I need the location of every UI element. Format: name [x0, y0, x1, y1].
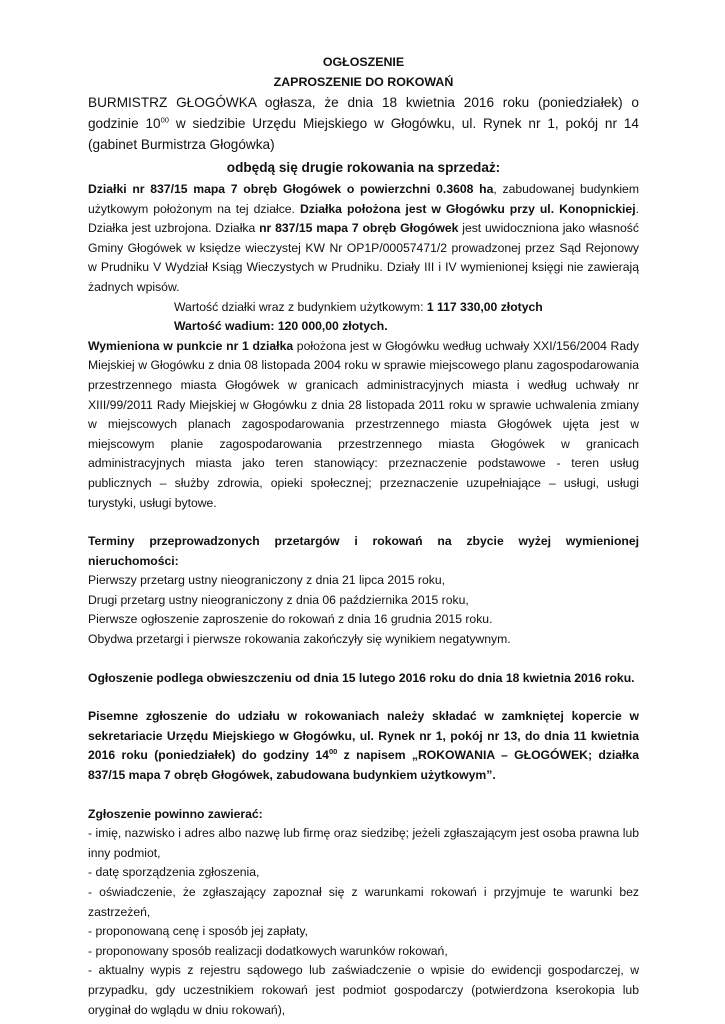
submission-text-1: Pisemne zgłoszenie do udziału w rokowaniach należy składać w zamkniętej kopercie w sekretariacie Urzędu Miejskiego w Głogówku, ul. Rynek nr 1, pokój nr 13, do dnia 11 kwietnia 2016 roku (poniedziałek) do godziny 14: [88, 709, 639, 763]
intro-paragraph: [88, 92, 639, 155]
tender-line: Pierwsze ogłoszenie zaproszenie do rokowań z dnia 16 grudnia 2015 roku.: [88, 612, 493, 627]
submission-paragraph: [88, 707, 639, 785]
spacer: [88, 513, 639, 532]
subheading: odbędą się drugie rokowania na sprzedaż:: [226, 160, 501, 175]
requirement-item: - aktualny wypis z rejestru sądowego lub zaświadczenie o wpisie do ewidencji gospodarczej, w przypadku, gdy uczestnikiem rokowań jest podmiot gospodarczy (potwierdzona kserokopia lub oryginał do wglądu w dniu rokowań),: [88, 963, 639, 1017]
requirements-heading: [88, 805, 639, 825]
zoning-text: położona jest w Głogówku według uchwały XXI/156/2004 Rady Miejskiej w Głogówku z dnia 08 listopada 2004 roku w sprawie miejscowego planu zagospodarowania przestrzennego miasta Głogówek w granicach administracyjnych miasta i według uchwały nr XIII/99/2011 Rady Miejskiej w Głogówku z dnia 28 listopada 2011 roku w sprawie uchwalenia zmiany w miejscowych planach zagospodarowania przestrzennego miasta Głogówek ujęta jest w miejscowym planie zagospodarowania przestrzennego miasta Głogówek w granicach administracyjnych miasta jako teren stanowiący: przeznaczenie podstawowe - teren usług publicznych – służby zdrowia, opieki społecznej; przeznaczenie uzupełniające – usługi, usługi turystyki, usługi bytowe.: [88, 338, 639, 510]
deposit-line: [88, 317, 639, 337]
intro-text-1: BURMISTRZ GŁOGÓWKA ogłasza, że dnia 18 kwietnia 2016 roku (poniedziałek) o godzinie 10: [88, 95, 639, 131]
parcel-bold-3: nr 837/15 mapa 7 obręb Głogówek: [259, 221, 459, 236]
notice-paragraph: [88, 669, 639, 689]
requirements-heading-text: Zgłoszenie powinno zawierać:: [88, 806, 263, 821]
deposit-text: Wartość wadium: 120 000,00 złotych.: [174, 319, 388, 334]
requirement-item: - oświadczenie, że zgłaszający zapoznał się z warunkami rokowań i przyjmuje te warunki bez zastrzeżeń,: [88, 885, 639, 919]
tenders-heading: [88, 532, 639, 571]
zoning-paragraph: [88, 337, 639, 513]
spacer: [88, 650, 639, 669]
spacer: [88, 786, 639, 805]
parcel-paragraph: [88, 180, 639, 298]
intro-hour-sup: 00: [160, 115, 169, 125]
document-title: OGŁOSZENIE: [322, 55, 405, 69]
intro-text-2: w siedzibie Urzędu Miejskiego w Głogówku, ul. Rynek nr 1, pokój nr 14 (gabinet Burmistrza Głogówka): [88, 116, 639, 152]
zoning-bold: Wymieniona w punkcie nr 1 działka: [88, 338, 294, 353]
requirement-item: - datę sporządzenia zgłoszenia,: [88, 865, 260, 880]
parcel-text-3: jest uwidoczniona jako własność Gminy Głogówek w księdze wieczystej KW Nr OP1P/00057471/2 prowadzonej przez Sąd Rejonowy w Prudniku V Wydział Ksiąg Wieczystych w Prudniku. Działy III i IV wymienionej księgi nie zawierają żadnych wpisów.: [88, 221, 639, 294]
parcel-bold-1: Działki nr 837/15 mapa 7 obręb Głogówek o powierzchni 0.3608 ha: [88, 182, 494, 196]
notice-text: Ogłoszenie podlega obwieszczeniu od dnia 15 lutego 2016 roku do dnia 18 kwietnia 2016 roku.: [88, 670, 635, 685]
tenders-heading-text: Terminy przeprowadzonych przetargów i rokowań na zbycie wyżej wymienionej nieruchomości:: [88, 534, 639, 568]
parcel-text-1: , zabudowanej budynkiem użytkowym położonym na tej działce.: [88, 182, 639, 216]
requirement-item: - imię, nazwisko i adres albo nazwę lub firmę oraz siedzibę; jeżeli zgłaszającym jest osoba prawna lub inny podmiot,: [88, 826, 639, 860]
document-subtitle: ZAPROSZENIE DO ROKOWAŃ: [273, 75, 454, 89]
requirement-item: - proponowaną cenę i sposób jej zapłaty,: [88, 924, 308, 939]
value-label: Wartość działki wraz z budynkiem użytkowym:: [174, 299, 427, 314]
submission-text-2: z napisem „ROKOWANIA – GŁOGÓWEK; działka 837/15 mapa 7 obręb Głogówek, zabudowana budynkiem użytkowym”.: [88, 748, 639, 783]
value-line: [88, 298, 639, 318]
spacer: [88, 688, 639, 707]
tender-line: Pierwszy przetarg ustny nieograniczony z dnia 21 lipca 2015 roku,: [88, 573, 446, 588]
submission-hour-sup: 00: [328, 747, 338, 757]
parcel-text-2: . Działka jest uzbrojona. Działka: [88, 201, 639, 236]
tender-line: Obydwa przetargi i pierwsze rokowania zakończyły się wynikiem negatywnym.: [88, 632, 511, 647]
parcel-bold-2: Działka położona jest w Głogówku przy ul. Konopnickiej: [299, 201, 636, 216]
requirement-item: - proponowany sposób realizacji dodatkowych warunków rokowań,: [88, 943, 448, 958]
value-amount: 1 117 330,00 złotych: [426, 299, 543, 314]
tender-line: Drugi przetarg ustny nieograniczony z dnia 06 października 2015 roku,: [88, 592, 469, 607]
